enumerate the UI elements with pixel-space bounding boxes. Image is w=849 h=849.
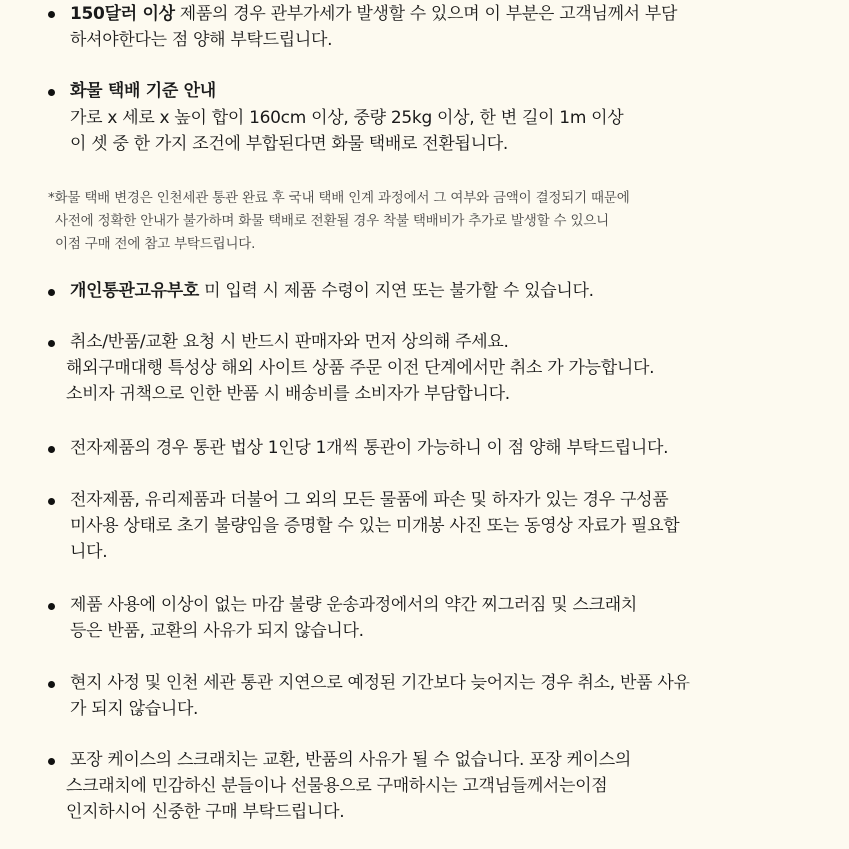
- notice-line: 미사용 상태로 초기 불량임을 증명할 수 있는 미개봉 사진 또는 동영상 자료가 필요합: [70, 516, 680, 536]
- notice-line: 하셔야한다는 점 양해 부탁드립니다.: [70, 30, 333, 50]
- notice-line: 해외구매대행 특성상 해외 사이트 상품 주문 이전 단계에서만 취소 가 가능합니다.: [66, 358, 655, 378]
- notice-line: 현지 사정 및 인천 세관 통관 지연으로 예정된 기간보다 늦어지는 경우 취소, 반품 사유: [70, 673, 690, 693]
- notice-text: 미 입력 시 제품 수령이 지연 또는 불가할 수 있습니다.: [198, 281, 594, 301]
- emphasis-text: 화물 택배 기준 안내: [70, 81, 216, 101]
- note-line: 이점 구매 전에 참고 부탁드립니다.: [55, 236, 256, 252]
- notice-line: 이 셋 중 한 가지 조건에 부합된다면 화물 택배로 전환됩니다.: [70, 134, 508, 154]
- notice-line: 취소/반품/교환 요청 시 반드시 판매자와 먼저 상의해 주세요.: [70, 332, 509, 352]
- notice-line: 니다.: [70, 542, 108, 562]
- notice-line: 전자제품, 유리제품과 더불어 그 외의 모든 물품에 파손 및 하자가 있는 경우 구성품: [70, 490, 669, 510]
- notice-line: 포장 케이스의 스크래치는 교환, 반품의 사유가 될 수 없습니다. 포장 케이스의: [70, 750, 632, 770]
- note-line: 사전에 정확한 안내가 불가하며 화물 택배로 전환될 경우 착불 택배비가 추가로 발생할 수 있으니: [55, 213, 609, 229]
- notice-line: 가로 x 세로 x 높이 합이 160cm 이상, 중량 25kg 이상, 한 변 길이 1m 이상: [70, 108, 624, 128]
- notice-line: 스크래치에 민감하신 분들이나 선물용으로 구매하시는 고객님들께서는이점: [66, 776, 608, 796]
- bullet-icon: [48, 758, 55, 765]
- notice-heading: [70, 81, 216, 101]
- notice-line: 등은 반품, 교환의 사유가 되지 않습니다.: [70, 621, 364, 641]
- bullet-icon: [48, 446, 55, 453]
- notice-line: 소비자 귀책으로 인한 반품 시 배송비를 소비자가 부담합니다.: [66, 384, 510, 404]
- bullet-icon: [48, 289, 55, 296]
- notice-line: 가 되지 않습니다.: [70, 699, 199, 719]
- notice-line: 제품 사용에 이상이 없는 마감 불량 운송과정에서의 약간 찌그러짐 및 스크래치: [70, 595, 637, 615]
- notice-line: 인지하시어 신중한 구매 부탁드립니다.: [66, 802, 345, 822]
- notice-line: [70, 4, 677, 24]
- bullet-icon: [48, 11, 55, 18]
- bullet-icon: [48, 340, 55, 347]
- notice-line: 전자제품의 경우 통관 법상 1인당 1개씩 통관이 가능하니 이 점 양해 부탁드립니다.: [70, 438, 669, 458]
- notice-text: 제품의 경우 관부가세가 발생할 수 있으며 이 부분은 고객님께서 부담: [174, 4, 678, 24]
- emphasis-text: 150달러 이상: [70, 4, 175, 24]
- notice-line: [70, 281, 594, 301]
- emphasis-text: 개인통관고유부호: [70, 281, 199, 301]
- bullet-icon: [48, 89, 55, 96]
- bullet-icon: [48, 603, 55, 610]
- bullet-icon: [48, 498, 55, 505]
- note-line: *화물 택배 변경은 인천세관 통관 완료 후 국내 택배 인계 과정에서 그 여부와 금액이 결정되기 때문에: [48, 190, 630, 206]
- bullet-icon: [48, 681, 55, 688]
